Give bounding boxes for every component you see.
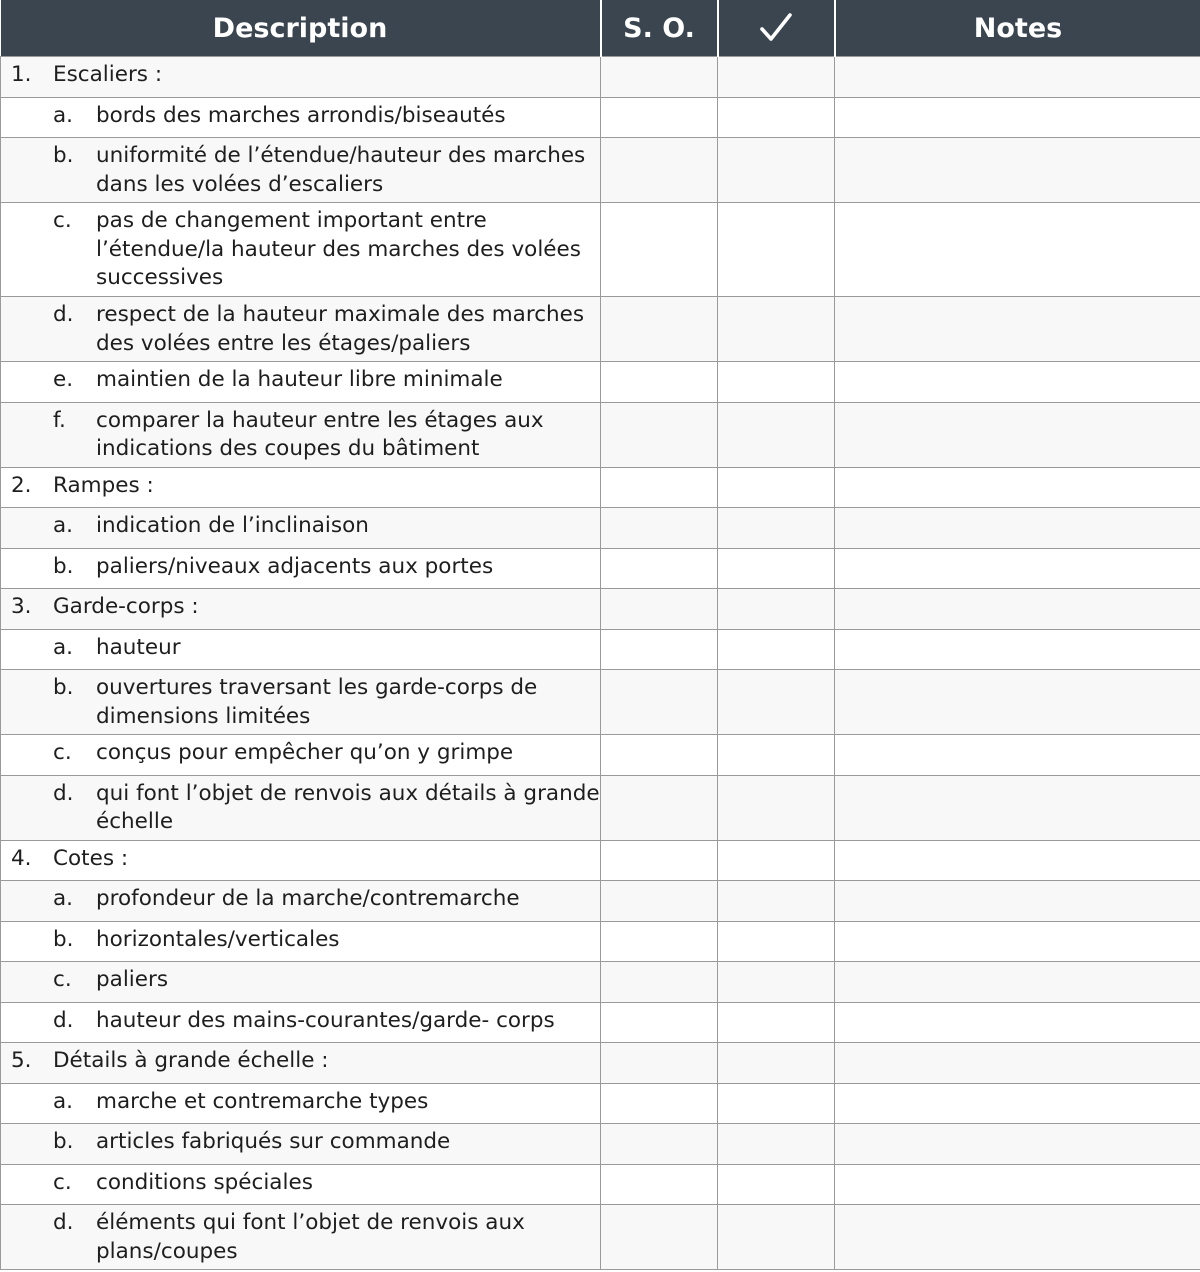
item-marker: b. bbox=[53, 143, 74, 168]
item-text: Escaliers : bbox=[53, 62, 163, 87]
table-row bbox=[1, 1205, 1200, 1270]
notes-cell[interactable] bbox=[835, 508, 1200, 549]
description-cell bbox=[1, 589, 601, 630]
item-marker: b. bbox=[53, 926, 74, 952]
so-cell[interactable] bbox=[601, 402, 718, 467]
so-cell[interactable] bbox=[601, 881, 718, 922]
so-cell[interactable] bbox=[601, 1083, 718, 1124]
so-cell[interactable] bbox=[601, 1002, 718, 1043]
notes-cell[interactable] bbox=[835, 203, 1200, 297]
item-marker: 4. bbox=[11, 845, 32, 871]
table-row bbox=[1, 1164, 1200, 1205]
so-cell[interactable] bbox=[601, 670, 718, 735]
so-cell[interactable] bbox=[601, 467, 718, 508]
notes-cell[interactable] bbox=[835, 670, 1200, 735]
check-cell[interactable] bbox=[718, 402, 835, 467]
notes-cell[interactable] bbox=[835, 921, 1200, 962]
so-header: S. O. bbox=[601, 0, 718, 57]
item-text: paliers/niveaux adjacents aux portes bbox=[96, 553, 494, 579]
item-text: respect de la hauteur maximale des marches des volées entre les étages/paliers bbox=[96, 302, 585, 356]
item-text: profondeur de la marche/contremarche bbox=[96, 886, 520, 911]
description-cell bbox=[1, 840, 601, 881]
table-row bbox=[1, 203, 1200, 297]
notes-header: Notes bbox=[835, 0, 1200, 57]
check-cell[interactable] bbox=[718, 775, 835, 840]
notes-cell[interactable] bbox=[835, 735, 1200, 776]
so-cell[interactable] bbox=[601, 138, 718, 203]
item-marker: a. bbox=[53, 102, 74, 128]
item-text: articles fabriqués sur commande bbox=[96, 1129, 451, 1154]
so-cell[interactable] bbox=[601, 840, 718, 881]
table-row bbox=[1, 735, 1200, 776]
notes-cell[interactable] bbox=[835, 1124, 1200, 1165]
check-cell[interactable] bbox=[718, 97, 835, 138]
description-header: Description bbox=[1, 0, 601, 57]
item-marker: c. bbox=[53, 967, 72, 992]
notes-cell[interactable] bbox=[835, 840, 1200, 881]
table-row bbox=[1, 97, 1200, 138]
table-row bbox=[1, 589, 1200, 630]
check-cell[interactable] bbox=[718, 548, 835, 589]
description-cell bbox=[1, 467, 601, 508]
item-text: comparer la hauteur entre les étages aux indications des coupes du bâtiment bbox=[96, 407, 544, 461]
check-header bbox=[718, 0, 835, 57]
description-cell bbox=[1, 362, 601, 403]
item-text: Rampes : bbox=[53, 472, 154, 498]
item-marker: 3. bbox=[11, 594, 32, 619]
description-cell bbox=[1, 1083, 601, 1124]
notes-cell[interactable] bbox=[835, 629, 1200, 670]
table-row bbox=[1, 548, 1200, 589]
item-text: Détails à grande échelle : bbox=[53, 1048, 329, 1073]
notes-cell[interactable] bbox=[835, 548, 1200, 589]
description-cell bbox=[1, 57, 601, 98]
description-cell bbox=[1, 548, 601, 589]
check-cell[interactable] bbox=[718, 670, 835, 735]
check-cell[interactable] bbox=[718, 1002, 835, 1043]
table-row bbox=[1, 362, 1200, 403]
description-cell bbox=[1, 1124, 601, 1165]
so-cell[interactable] bbox=[601, 962, 718, 1003]
item-marker: a. bbox=[53, 513, 74, 538]
notes-cell[interactable] bbox=[835, 57, 1200, 98]
table-row bbox=[1, 670, 1200, 735]
item-text: paliers bbox=[96, 967, 169, 992]
table-row bbox=[1, 138, 1200, 203]
description-cell bbox=[1, 297, 601, 362]
check-cell[interactable] bbox=[718, 57, 835, 98]
description-cell bbox=[1, 1205, 601, 1270]
description-cell bbox=[1, 735, 601, 776]
check-cell[interactable] bbox=[718, 1043, 835, 1084]
description-cell bbox=[1, 670, 601, 735]
so-cell[interactable] bbox=[601, 1124, 718, 1165]
item-marker: f. bbox=[53, 407, 66, 433]
check-cell[interactable] bbox=[718, 138, 835, 203]
description-cell bbox=[1, 1164, 601, 1205]
notes-cell[interactable] bbox=[835, 589, 1200, 630]
check-cell[interactable] bbox=[718, 467, 835, 508]
item-marker: a. bbox=[53, 634, 74, 660]
description-cell bbox=[1, 881, 601, 922]
item-marker: b. bbox=[53, 1129, 74, 1154]
item-marker: a. bbox=[53, 1088, 74, 1114]
item-text: uniformité de l’étendue/hauteur des marches dans les volées d’escaliers bbox=[96, 143, 586, 197]
item-marker: c. bbox=[53, 1169, 72, 1195]
check-cell[interactable] bbox=[718, 203, 835, 297]
table-row bbox=[1, 57, 1200, 98]
table-row bbox=[1, 297, 1200, 362]
description-cell bbox=[1, 1043, 601, 1084]
table-row bbox=[1, 1002, 1200, 1043]
item-text: hauteur des mains-courantes/garde- corps bbox=[96, 1007, 555, 1033]
check-cell[interactable] bbox=[718, 1205, 835, 1270]
item-marker: c. bbox=[53, 208, 72, 233]
notes-cell[interactable] bbox=[835, 1043, 1200, 1084]
table-row bbox=[1, 629, 1200, 670]
notes-cell[interactable] bbox=[835, 297, 1200, 362]
so-cell[interactable] bbox=[601, 921, 718, 962]
description-cell bbox=[1, 203, 601, 297]
notes-cell[interactable] bbox=[835, 1002, 1200, 1043]
description-cell bbox=[1, 138, 601, 203]
check-cell[interactable] bbox=[718, 362, 835, 403]
item-text: horizontales/verticales bbox=[96, 926, 340, 952]
description-cell bbox=[1, 402, 601, 467]
item-marker: 1. bbox=[11, 62, 32, 87]
item-text: bords des marches arrondis/biseautés bbox=[96, 102, 506, 128]
description-cell bbox=[1, 962, 601, 1003]
notes-cell[interactable] bbox=[835, 1164, 1200, 1205]
table-row bbox=[1, 962, 1200, 1003]
item-marker: b. bbox=[53, 675, 74, 700]
description-cell bbox=[1, 921, 601, 962]
notes-cell[interactable] bbox=[835, 1083, 1200, 1124]
notes-cell[interactable] bbox=[835, 97, 1200, 138]
check-cell[interactable] bbox=[718, 1164, 835, 1205]
table-row bbox=[1, 1124, 1200, 1165]
notes-cell[interactable] bbox=[835, 138, 1200, 203]
table-row bbox=[1, 921, 1200, 962]
item-marker: d. bbox=[53, 1210, 74, 1235]
so-cell[interactable] bbox=[601, 1164, 718, 1205]
table-row bbox=[1, 881, 1200, 922]
item-marker: 2. bbox=[11, 472, 32, 498]
so-cell[interactable] bbox=[601, 97, 718, 138]
item-text: pas de changement important entre l’étendue/la hauteur des marches des volées successives bbox=[96, 208, 581, 290]
table-row bbox=[1, 402, 1200, 467]
check-cell[interactable] bbox=[718, 840, 835, 881]
item-marker: e. bbox=[53, 367, 74, 392]
check-cell[interactable] bbox=[718, 881, 835, 922]
so-cell[interactable] bbox=[601, 629, 718, 670]
notes-cell[interactable] bbox=[835, 775, 1200, 840]
so-cell[interactable] bbox=[601, 203, 718, 297]
table-row bbox=[1, 508, 1200, 549]
item-marker: d. bbox=[53, 302, 74, 327]
check-cell[interactable] bbox=[718, 508, 835, 549]
item-marker: a. bbox=[53, 886, 74, 911]
item-marker: d. bbox=[53, 780, 74, 806]
so-cell[interactable] bbox=[601, 589, 718, 630]
check-cell[interactable] bbox=[718, 735, 835, 776]
table-row bbox=[1, 840, 1200, 881]
notes-cell[interactable] bbox=[835, 402, 1200, 467]
description-cell bbox=[1, 629, 601, 670]
notes-cell[interactable] bbox=[835, 467, 1200, 508]
so-cell[interactable] bbox=[601, 735, 718, 776]
item-text: Garde-corps : bbox=[53, 594, 199, 619]
item-text: qui font l’objet de renvois aux détails à grande échelle bbox=[96, 780, 600, 834]
notes-cell[interactable] bbox=[835, 1205, 1200, 1270]
so-cell[interactable] bbox=[601, 1043, 718, 1084]
item-marker: c. bbox=[53, 740, 72, 765]
item-text: éléments qui font l’objet de renvois aux plans/coupes bbox=[96, 1210, 525, 1264]
item-text: marche et contremarche types bbox=[96, 1088, 429, 1114]
so-cell[interactable] bbox=[601, 297, 718, 362]
item-text: ouvertures traversant les garde-corps de dimensions limitées bbox=[96, 675, 538, 729]
so-cell[interactable] bbox=[601, 548, 718, 589]
item-text: Cotes : bbox=[53, 845, 129, 871]
check-cell[interactable] bbox=[718, 629, 835, 670]
item-text: hauteur bbox=[96, 634, 181, 660]
notes-cell[interactable] bbox=[835, 881, 1200, 922]
description-cell bbox=[1, 1002, 601, 1043]
so-cell[interactable] bbox=[601, 57, 718, 98]
table-row bbox=[1, 1043, 1200, 1084]
table-row bbox=[1, 775, 1200, 840]
so-cell[interactable] bbox=[601, 508, 718, 549]
so-cell[interactable] bbox=[601, 775, 718, 840]
description-cell bbox=[1, 775, 601, 840]
item-marker: 5. bbox=[11, 1048, 32, 1073]
checkmark-icon bbox=[759, 12, 793, 44]
so-cell[interactable] bbox=[601, 1205, 718, 1270]
header-row bbox=[1, 0, 1200, 57]
item-text: conditions spéciales bbox=[96, 1169, 313, 1195]
check-cell[interactable] bbox=[718, 962, 835, 1003]
item-text: maintien de la hauteur libre minimale bbox=[96, 367, 503, 392]
notes-cell[interactable] bbox=[835, 962, 1200, 1003]
description-cell bbox=[1, 508, 601, 549]
notes-cell[interactable] bbox=[835, 362, 1200, 403]
check-cell[interactable] bbox=[718, 1124, 835, 1165]
check-cell[interactable] bbox=[718, 297, 835, 362]
item-text: conçus pour empêcher qu’on y grimpe bbox=[96, 740, 514, 765]
check-cell[interactable] bbox=[718, 921, 835, 962]
item-text: indication de l’inclinaison bbox=[96, 513, 369, 538]
description-cell bbox=[1, 97, 601, 138]
item-marker: b. bbox=[53, 553, 74, 579]
table-row bbox=[1, 1083, 1200, 1124]
item-marker: d. bbox=[53, 1007, 74, 1033]
table-row bbox=[1, 467, 1200, 508]
check-cell[interactable] bbox=[718, 1083, 835, 1124]
so-cell[interactable] bbox=[601, 362, 718, 403]
check-cell[interactable] bbox=[718, 589, 835, 630]
